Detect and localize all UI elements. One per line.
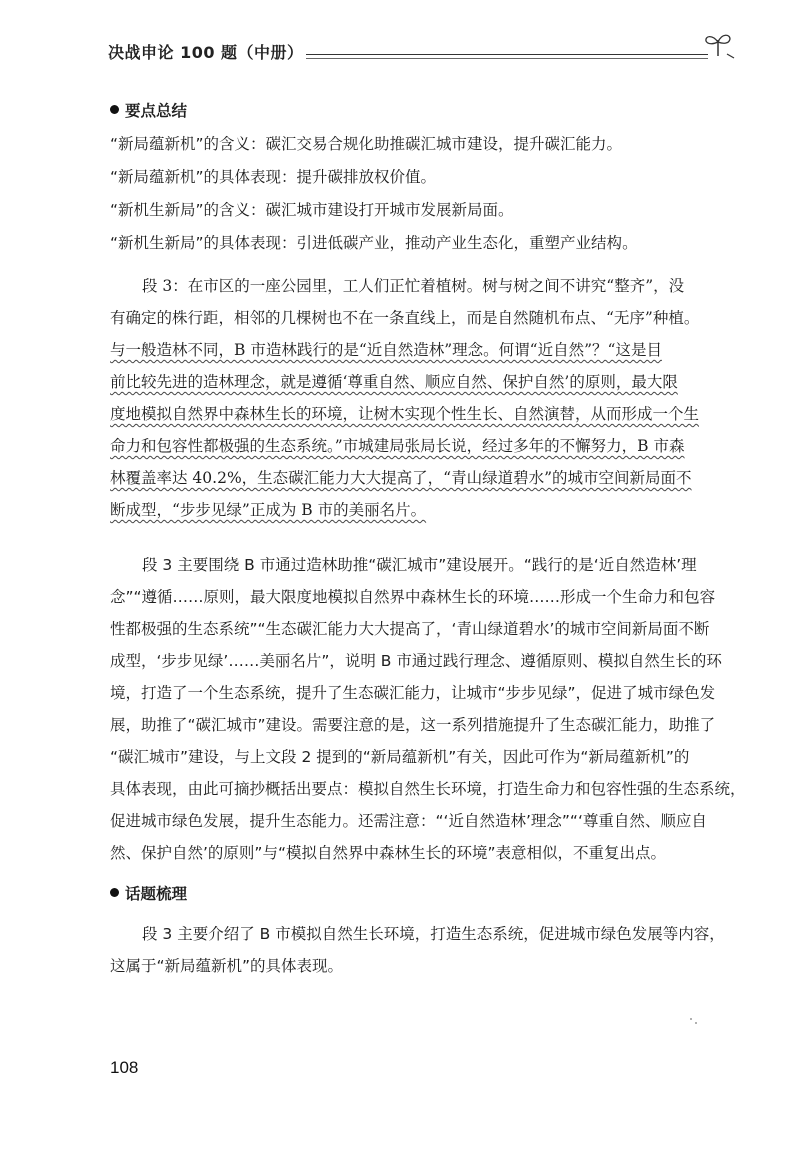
sprout-icon bbox=[700, 30, 736, 60]
running-header: 决战申论 100 题（中册） bbox=[108, 43, 304, 62]
passage-line: 有确定的株行距，相邻的几棵树也不在一条直线上，而是自然随机布点、“无序”种植。 bbox=[110, 309, 700, 327]
scan-speck bbox=[690, 1018, 692, 1020]
analysis-line: 然、保护自然’的原则”与“模拟自然界中森林生长的环境”表意相似，不重复出点。 bbox=[110, 844, 667, 862]
passage-paragraph bbox=[110, 270, 710, 526]
analysis-line: 性都极强的生态系统”“生态碳汇能力大大提高了，‘青山绿道碧水’的城市空间新局面不断 bbox=[110, 620, 710, 638]
summary-item: “新机生新局”的具体表现：引进低碳产业，推动产业生态化，重塑产业结构。 bbox=[110, 234, 638, 252]
analysis-line: 境，打造了一个生态系统，提升了生态碳汇能力，让城市“步步见绿”，促进了城市绿色发 bbox=[110, 684, 716, 702]
passage-line: 与一般造林不同，B 市造林践行的是“近自然造林”理念。何谓“近自然”？“这是目 bbox=[110, 341, 662, 359]
passage-line: 命力和包容性都极强的生态系统。”市城建局张局长说，经过多年的不懈努力，B 市森 bbox=[110, 437, 685, 455]
topic-line: 段 3 主要介绍了 B 市模拟自然生长环境，打造生态系统，促进城市绿色发展等内容， bbox=[142, 925, 725, 943]
header-rule-thin bbox=[306, 58, 708, 59]
summary-item: “新局蕴新机”的具体表现：提升碳排放权价值。 bbox=[110, 168, 437, 186]
page-number: 108 bbox=[110, 1058, 139, 1077]
bullet-icon bbox=[110, 105, 119, 114]
header-rule bbox=[306, 54, 708, 55]
passage-line: 前比较先进的造林理念，就是遵循‘尊重自然、顺应自然、保护自然’的原则，最大限 bbox=[110, 373, 678, 391]
summary-item: “新局蕴新机”的含义：碳汇交易合规化助推碳汇城市建设，提升碳汇能力。 bbox=[110, 135, 623, 153]
analysis-line: 念”“遵循……原则，最大限度地模拟自然界中森林生长的环境……形成一个生命力和包容 bbox=[110, 588, 716, 606]
passage-line: 段 3：在市区的一座公园里，工人们正忙着植树。树与树之间不讲究“整齐”，没 bbox=[142, 277, 685, 295]
bullet-icon bbox=[110, 888, 119, 897]
passage-line: 断成型，“步步见绿”正成为 B 市的美丽名片。 bbox=[110, 501, 427, 519]
passage-line: 林覆盖率达 40.2%，生态碳汇能力大大提高了，“青山绿道碧水”的城市空间新局面不 bbox=[110, 469, 692, 487]
summary-heading: 要点总结 bbox=[110, 101, 710, 121]
summary-item: “新机生新局”的含义：碳汇城市建设打开城市发展新局面。 bbox=[110, 201, 514, 219]
analysis-line: “碳汇城市”建设，与上文段 2 提到的“新局蕴新机”有关，因此可作为“新局蕴新机”的 bbox=[110, 748, 690, 766]
analysis-line: 促进城市绿色发展，提升生态能力。还需注意：“‘近自然造林’理念”“‘尊重自然、顺应自 bbox=[110, 812, 707, 830]
topic-heading: 话题梳理 bbox=[110, 884, 710, 904]
scan-speck bbox=[695, 1022, 697, 1024]
analysis-line: 成型，‘步步见绿’……美丽名片”，说明 B 市通过践行理念、遵循原则、模拟自然生长的环 bbox=[110, 652, 722, 670]
analysis-line: 展，助推了“碳汇城市”建设。需要注意的是，这一系列措施提升了生态碳汇能力，助推了 bbox=[110, 716, 716, 734]
analysis-line: 段 3 主要围绕 B 市通过造林助推“碳汇城市”建设展开。“践行的是‘近自然造林’理 bbox=[142, 556, 697, 574]
passage-line: 度地模拟自然界中森林生长的环境，让树木实现个性生长、自然演替，从而形成一个生 bbox=[110, 405, 700, 423]
analysis-paragraph bbox=[110, 549, 746, 869]
topic-paragraph bbox=[110, 918, 725, 982]
topic-line: 这属于“新局蕴新机”的具体表现。 bbox=[110, 957, 344, 975]
analysis-line: 具体表现，由此可摘抄概括出要点：模拟自然生长环境，打造生命力和包容性强的生态系统， bbox=[110, 780, 746, 798]
